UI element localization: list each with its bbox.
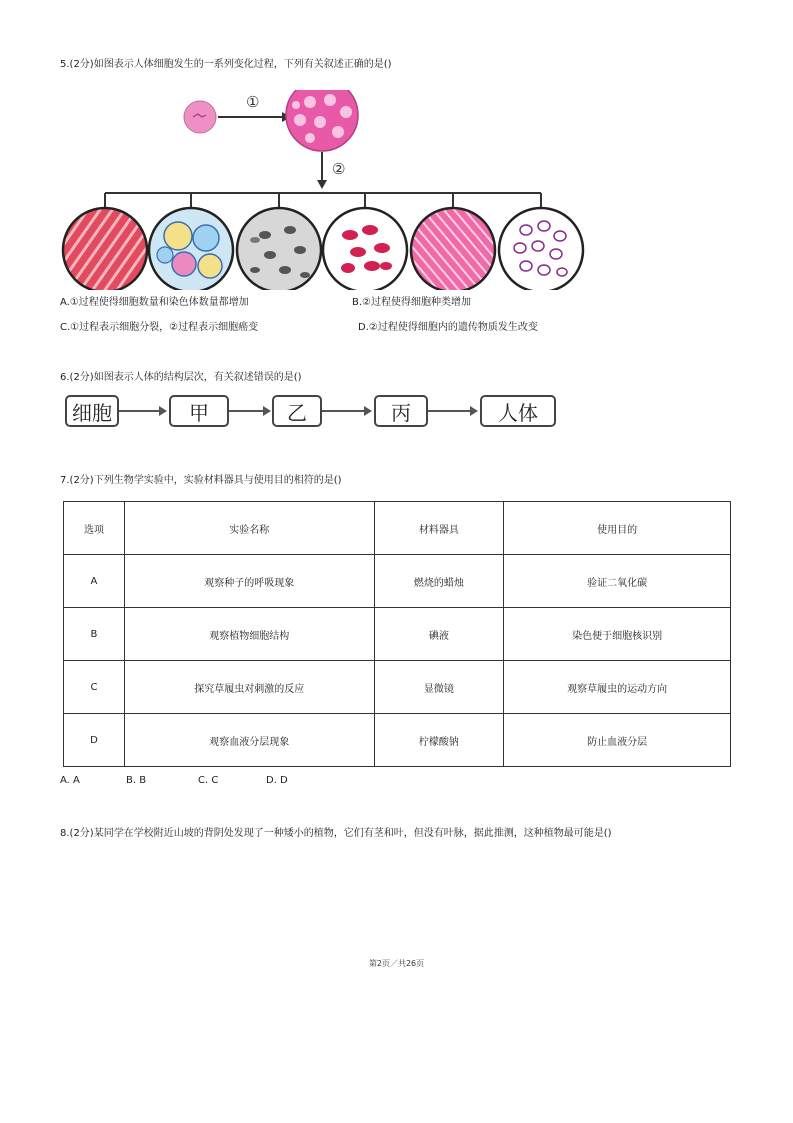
table-cell: 观察种子的呼吸现象: [124, 555, 374, 608]
flow-arrow: [428, 410, 476, 412]
table-cell: 验证二氧化碳: [504, 555, 731, 608]
cell-change-figure: [60, 90, 590, 290]
table-cell: 探究草履虫对刺激的反应: [124, 661, 374, 714]
flow-box-jia: 甲: [169, 395, 229, 427]
q5-option-a[interactable]: A.①过程使得细胞数量和染色体数量都增加: [60, 297, 249, 308]
tissue-nerve: [237, 208, 321, 290]
flow-box-body: 人体: [480, 395, 556, 427]
table-cell: 染色便于细胞核识别: [504, 608, 731, 661]
table-cell: C: [64, 661, 125, 714]
tissue-connective: [149, 208, 233, 290]
step1-label: ①: [246, 93, 260, 111]
q6-stem: 6.(2分)如图表示人体的结构层次，有关叙述错误的是(): [60, 372, 302, 383]
tissue-smooth-muscle: [411, 208, 495, 290]
q8-stem: 8.(2分)某同学在学校附近山坡的背阴处发现了一种矮小的植物，它们有茎和叶，但没有叶脉，据此推测，这种植物最可能是(): [60, 828, 612, 839]
single-cell: [184, 101, 216, 133]
flow-box-yi: 乙: [272, 395, 322, 427]
table-header-cell: 材料器具: [374, 502, 504, 555]
q5-stem: 5.(2分)如图表示人体细胞发生的一系列变化过程，下列有关叙述正确的是(): [60, 59, 392, 70]
table-cell: D: [64, 714, 125, 767]
cell-mass: [286, 90, 358, 151]
q7-table: [63, 501, 731, 767]
flow-box-cell: 细胞: [65, 395, 119, 427]
table-header-cell: 选项: [64, 502, 125, 555]
q7-option-a[interactable]: A. A: [60, 775, 80, 786]
q7-option-c[interactable]: C. C: [198, 775, 219, 786]
table-header-cell: 实验名称: [124, 502, 374, 555]
q5-option-d[interactable]: D.②过程使得细胞内的遗传物质发生改变: [358, 322, 538, 333]
table-cell: 显微镜: [374, 661, 504, 714]
q5-option-b[interactable]: B.②过程使得细胞种类增加: [352, 297, 472, 308]
table-row: [64, 608, 731, 661]
table-cell: B: [64, 608, 125, 661]
table-cell: A: [64, 555, 125, 608]
q7-option-d[interactable]: D. D: [266, 775, 288, 786]
flow-arrow: [322, 410, 370, 412]
table-header-cell: 使用目的: [504, 502, 731, 555]
flow-arrow: [229, 410, 269, 412]
q7-option-b[interactable]: B. B: [126, 775, 147, 786]
table-cell: 防止血液分层: [504, 714, 731, 767]
flow-box-bing: 丙: [374, 395, 428, 427]
table-cell: 燃烧的蜡烛: [374, 555, 504, 608]
tissue-muscle: [63, 208, 147, 290]
table-cell: 观察植物细胞结构: [124, 608, 374, 661]
table-cell: 观察血液分层现象: [124, 714, 374, 767]
page-footer: 第2页／共26页: [368, 959, 425, 968]
table-row: [64, 714, 731, 767]
tissue-epithelial: [499, 208, 583, 290]
table-cell: 柠檬酸钠: [374, 714, 504, 767]
table-row: [64, 555, 731, 608]
table-row: [64, 661, 731, 714]
q7-stem: 7.(2分)下列生物学实验中，实验材料器具与使用目的相符的是(): [60, 475, 342, 486]
table-cell: 碘液: [374, 608, 504, 661]
q5-option-c[interactable]: C.①过程表示细胞分裂，②过程表示细胞癌变: [60, 322, 259, 333]
table-header-row: [64, 502, 731, 555]
table-cell: 观察草履虫的运动方向: [504, 661, 731, 714]
flow-arrow: [119, 410, 165, 412]
step2-label: ②: [332, 160, 346, 178]
tissue-blood: [323, 208, 407, 290]
